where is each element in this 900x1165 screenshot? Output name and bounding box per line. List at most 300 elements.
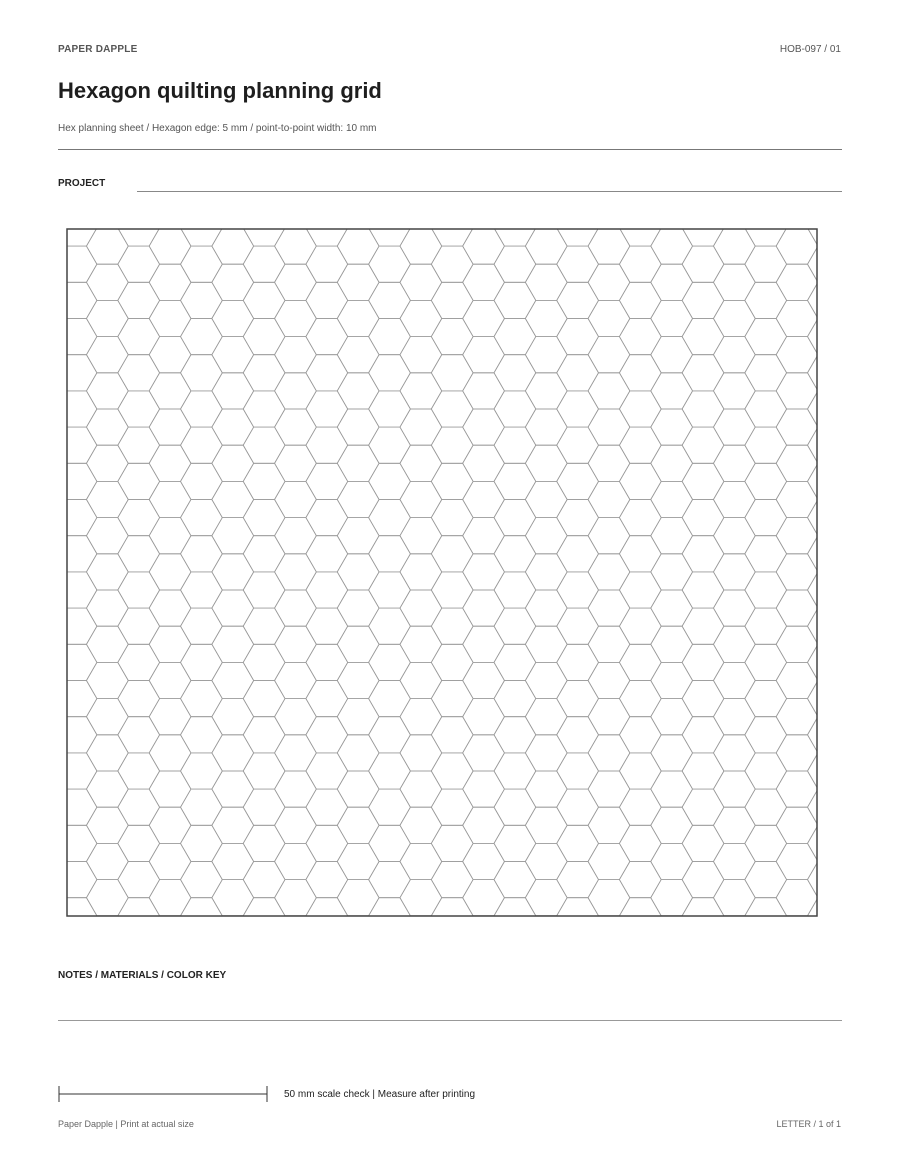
hex-cell bbox=[431, 391, 473, 427]
hex-cell bbox=[557, 789, 599, 825]
hex-cell bbox=[181, 681, 223, 717]
hex-cell bbox=[745, 572, 787, 608]
hex-cell bbox=[619, 427, 661, 463]
hex-cell bbox=[525, 264, 567, 300]
hex-cell bbox=[118, 572, 160, 608]
hex-cell bbox=[776, 662, 818, 698]
hex-cell bbox=[557, 825, 599, 861]
hex-cell bbox=[337, 626, 379, 662]
hex-cell bbox=[149, 228, 191, 264]
hex-cell bbox=[149, 662, 191, 698]
hex-cell bbox=[337, 518, 379, 554]
hexagon-grid bbox=[66, 228, 818, 917]
notes-write-line[interactable] bbox=[58, 1020, 842, 1021]
hex-cell bbox=[181, 644, 223, 680]
hex-cell bbox=[494, 536, 536, 572]
hex-cell bbox=[557, 898, 599, 917]
hex-cell bbox=[713, 300, 755, 336]
hex-cell bbox=[745, 644, 787, 680]
hex-cell bbox=[212, 735, 254, 771]
hex-cell bbox=[494, 862, 536, 898]
hex-cell bbox=[243, 608, 285, 644]
footer-left: Paper Dapple | Print at actual size bbox=[58, 1119, 194, 1129]
hex-cell bbox=[400, 518, 442, 554]
hex-cell bbox=[682, 789, 724, 825]
hex-cell bbox=[525, 409, 567, 445]
hex-cell bbox=[776, 554, 818, 590]
hex-cell bbox=[713, 807, 755, 843]
hex-cell bbox=[494, 898, 536, 917]
hex-cell bbox=[463, 445, 505, 481]
hex-cell bbox=[181, 391, 223, 427]
hex-cell bbox=[776, 880, 818, 916]
hex-cell bbox=[369, 282, 411, 318]
hex-cell bbox=[369, 825, 411, 861]
hex-cell bbox=[243, 282, 285, 318]
hex-cell bbox=[306, 789, 348, 825]
hex-cell bbox=[525, 228, 567, 264]
hex-cell bbox=[243, 644, 285, 680]
hex-cell bbox=[212, 554, 254, 590]
hex-cell bbox=[776, 771, 818, 807]
hex-cell bbox=[306, 228, 348, 246]
hex-cell bbox=[149, 590, 191, 626]
hex-cell bbox=[494, 789, 536, 825]
hex-cell bbox=[525, 626, 567, 662]
hex-cell bbox=[463, 771, 505, 807]
hex-cell bbox=[431, 608, 473, 644]
hex-cell bbox=[525, 699, 567, 735]
brand-name: PAPER DAPPLE bbox=[58, 44, 138, 55]
hex-cell bbox=[243, 463, 285, 499]
hex-cell bbox=[212, 264, 254, 300]
hex-cell bbox=[651, 373, 693, 409]
hex-cell bbox=[619, 862, 661, 898]
hex-cell bbox=[181, 717, 223, 753]
hex-cell bbox=[745, 753, 787, 789]
hex-cell bbox=[557, 717, 599, 753]
hex-cell bbox=[212, 626, 254, 662]
page-title: Hexagon quilting planning grid bbox=[58, 78, 382, 103]
hex-cell bbox=[557, 282, 599, 318]
header-divider bbox=[58, 149, 842, 150]
project-write-line[interactable] bbox=[137, 191, 842, 192]
hex-cell bbox=[651, 554, 693, 590]
hex-cell bbox=[682, 228, 724, 246]
hex-cell bbox=[212, 373, 254, 409]
hex-cell bbox=[463, 880, 505, 916]
hex-cell bbox=[400, 843, 442, 879]
hex-cell bbox=[275, 843, 317, 879]
hex-cell bbox=[463, 735, 505, 771]
hex-cell bbox=[682, 862, 724, 898]
hex-cell bbox=[275, 735, 317, 771]
hex-cell bbox=[431, 717, 473, 753]
hex-cell bbox=[776, 590, 818, 626]
hex-cell bbox=[149, 300, 191, 336]
hex-cell bbox=[651, 807, 693, 843]
hex-cell bbox=[86, 373, 128, 409]
hex-cell bbox=[431, 681, 473, 717]
hex-cell bbox=[118, 898, 160, 917]
hex-cell bbox=[86, 880, 128, 916]
hex-cell bbox=[275, 590, 317, 626]
hex-cell bbox=[713, 518, 755, 554]
hex-cell bbox=[275, 699, 317, 735]
hex-cell bbox=[66, 681, 97, 717]
notes-label: NOTES / MATERIALS / COLOR KEY bbox=[58, 970, 227, 981]
hex-cell bbox=[713, 445, 755, 481]
hex-cell bbox=[557, 427, 599, 463]
hex-cell bbox=[588, 590, 630, 626]
hex-cell bbox=[118, 500, 160, 536]
hex-cell bbox=[337, 373, 379, 409]
hex-cell bbox=[337, 735, 379, 771]
hex-cell bbox=[745, 228, 787, 246]
hex-cell bbox=[463, 481, 505, 517]
hex-cell bbox=[212, 300, 254, 336]
hex-cell bbox=[66, 463, 97, 499]
hex-cell bbox=[525, 300, 567, 336]
hex-cell bbox=[651, 843, 693, 879]
hex-cell bbox=[400, 264, 442, 300]
hex-cell bbox=[337, 699, 379, 735]
hex-cell bbox=[212, 699, 254, 735]
hex-cell bbox=[745, 500, 787, 536]
hex-cell bbox=[149, 880, 191, 916]
hex-cell bbox=[118, 427, 160, 463]
hex-cell bbox=[118, 789, 160, 825]
hex-cell bbox=[713, 735, 755, 771]
hex-cell bbox=[588, 481, 630, 517]
hex-cell bbox=[306, 246, 348, 282]
hex-cell bbox=[525, 373, 567, 409]
hex-cell bbox=[118, 246, 160, 282]
hex-cell bbox=[682, 681, 724, 717]
hex-cell bbox=[619, 753, 661, 789]
hex-cell bbox=[463, 518, 505, 554]
hex-cell bbox=[118, 319, 160, 355]
hex-cell bbox=[494, 463, 536, 499]
hex-cell bbox=[588, 337, 630, 373]
hex-cell bbox=[713, 590, 755, 626]
hex-cell bbox=[86, 337, 128, 373]
hex-cell bbox=[525, 337, 567, 373]
hex-cell bbox=[494, 246, 536, 282]
hex-cell bbox=[525, 735, 567, 771]
hex-cell bbox=[118, 463, 160, 499]
hex-cell bbox=[306, 898, 348, 917]
hex-cell bbox=[431, 246, 473, 282]
hex-cell bbox=[118, 825, 160, 861]
hex-cell bbox=[275, 518, 317, 554]
hex-cell bbox=[588, 228, 630, 264]
hex-cell bbox=[86, 662, 128, 698]
hex-cell bbox=[651, 264, 693, 300]
hex-cell bbox=[306, 572, 348, 608]
hex-cell bbox=[337, 445, 379, 481]
hex-cell bbox=[400, 880, 442, 916]
hex-cell bbox=[400, 445, 442, 481]
hex-cell bbox=[369, 391, 411, 427]
hex-cell bbox=[181, 319, 223, 355]
hex-cell bbox=[682, 427, 724, 463]
hex-cell bbox=[745, 825, 787, 861]
hex-cell bbox=[212, 228, 254, 264]
hex-cell bbox=[337, 843, 379, 879]
hex-cell bbox=[682, 608, 724, 644]
hex-cell bbox=[745, 536, 787, 572]
hex-cell bbox=[745, 717, 787, 753]
hex-cell bbox=[431, 319, 473, 355]
hex-cell bbox=[243, 862, 285, 898]
hex-cell bbox=[243, 717, 285, 753]
hex-cell bbox=[745, 862, 787, 898]
hex-cell bbox=[651, 880, 693, 916]
hex-cell bbox=[494, 572, 536, 608]
hex-cell bbox=[337, 481, 379, 517]
hex-cell bbox=[243, 228, 285, 246]
hex-cell bbox=[86, 626, 128, 662]
hex-cell bbox=[588, 662, 630, 698]
hex-cell bbox=[682, 319, 724, 355]
hex-cell bbox=[494, 319, 536, 355]
hex-cell bbox=[149, 373, 191, 409]
hex-cell bbox=[713, 771, 755, 807]
hex-cell bbox=[118, 717, 160, 753]
hex-cell bbox=[181, 898, 223, 917]
hex-cell bbox=[651, 445, 693, 481]
hex-cell bbox=[745, 319, 787, 355]
hex-cell bbox=[369, 898, 411, 917]
hex-cell bbox=[275, 662, 317, 698]
hex-cell bbox=[463, 662, 505, 698]
hex-cell bbox=[619, 717, 661, 753]
hex-cell bbox=[619, 228, 661, 246]
hex-cell bbox=[181, 463, 223, 499]
hex-cell bbox=[463, 264, 505, 300]
hex-cell bbox=[118, 753, 160, 789]
project-label: PROJECT bbox=[58, 178, 106, 189]
hex-cell bbox=[557, 681, 599, 717]
hex-cell bbox=[118, 681, 160, 717]
hex-cell bbox=[776, 843, 818, 879]
hex-cell bbox=[525, 880, 567, 916]
hex-cell bbox=[400, 699, 442, 735]
hex-cell bbox=[776, 518, 818, 554]
hex-cell bbox=[118, 536, 160, 572]
hex-cell bbox=[337, 228, 379, 264]
hex-cell bbox=[275, 771, 317, 807]
hexagon-grid-svg bbox=[66, 228, 818, 917]
hex-cell bbox=[369, 500, 411, 536]
hex-cell bbox=[275, 807, 317, 843]
hex-cell bbox=[525, 843, 567, 879]
hex-cell bbox=[776, 735, 818, 771]
hex-cell bbox=[306, 463, 348, 499]
hex-cell bbox=[557, 608, 599, 644]
hex-cell bbox=[682, 717, 724, 753]
hex-cell bbox=[400, 626, 442, 662]
hex-cell bbox=[776, 699, 818, 735]
hex-cell bbox=[149, 699, 191, 735]
hex-cell bbox=[181, 572, 223, 608]
hex-cell bbox=[149, 409, 191, 445]
hex-cell bbox=[400, 337, 442, 373]
hex-cell bbox=[713, 554, 755, 590]
hex-cell bbox=[66, 427, 97, 463]
hex-cell bbox=[776, 807, 818, 843]
hex-cell bbox=[776, 481, 818, 517]
hex-cell bbox=[463, 300, 505, 336]
page-subtitle: Hex planning sheet / Hexagon edge: 5 mm / point-to-point width: 10 mm bbox=[58, 123, 377, 134]
hex-cell bbox=[212, 518, 254, 554]
hex-cell bbox=[275, 373, 317, 409]
hex-cell bbox=[337, 662, 379, 698]
hex-cell bbox=[588, 445, 630, 481]
hex-cell bbox=[776, 445, 818, 481]
hex-cell bbox=[306, 825, 348, 861]
hex-cell bbox=[181, 789, 223, 825]
hex-cell bbox=[306, 717, 348, 753]
hex-cell bbox=[651, 626, 693, 662]
hex-cell bbox=[682, 536, 724, 572]
scale-check-text: 50 mm scale check | Measure after printing bbox=[284, 1089, 476, 1100]
hex-cell bbox=[557, 391, 599, 427]
hex-cell bbox=[588, 699, 630, 735]
hex-cell bbox=[369, 536, 411, 572]
hex-cell bbox=[400, 373, 442, 409]
hex-cell bbox=[619, 572, 661, 608]
hex-cell bbox=[243, 825, 285, 861]
hex-cell bbox=[619, 898, 661, 917]
hex-cell bbox=[212, 843, 254, 879]
hex-cell bbox=[431, 789, 473, 825]
hex-cell bbox=[181, 500, 223, 536]
hex-cell bbox=[713, 264, 755, 300]
hex-cell bbox=[369, 463, 411, 499]
hex-cell bbox=[66, 319, 97, 355]
hex-cell bbox=[557, 536, 599, 572]
hex-cell bbox=[243, 681, 285, 717]
hex-cell bbox=[745, 608, 787, 644]
hex-cell bbox=[494, 355, 536, 391]
hex-cell bbox=[557, 355, 599, 391]
hex-cell bbox=[149, 518, 191, 554]
hex-cell bbox=[651, 337, 693, 373]
hex-cell bbox=[400, 228, 442, 264]
hex-cell bbox=[619, 789, 661, 825]
hex-cell bbox=[525, 590, 567, 626]
hex-cell bbox=[713, 373, 755, 409]
hex-cell bbox=[243, 427, 285, 463]
hex-cell bbox=[682, 391, 724, 427]
hex-cell bbox=[682, 500, 724, 536]
hex-cell bbox=[619, 500, 661, 536]
hex-cell bbox=[149, 771, 191, 807]
hex-cell bbox=[369, 862, 411, 898]
hex-cell bbox=[66, 862, 97, 898]
hex-cell bbox=[713, 843, 755, 879]
hex-cell bbox=[494, 500, 536, 536]
hex-cell bbox=[243, 572, 285, 608]
hex-cell bbox=[212, 807, 254, 843]
hex-cell bbox=[66, 228, 97, 246]
hex-cell bbox=[619, 463, 661, 499]
hex-cell bbox=[745, 681, 787, 717]
hex-cell bbox=[557, 246, 599, 282]
hex-cell bbox=[275, 554, 317, 590]
hex-cell bbox=[275, 300, 317, 336]
hex-cell bbox=[369, 572, 411, 608]
hex-cell bbox=[86, 554, 128, 590]
hex-cell bbox=[243, 246, 285, 282]
hex-cell bbox=[149, 264, 191, 300]
hex-cell bbox=[494, 753, 536, 789]
hex-cell bbox=[713, 880, 755, 916]
hex-cell bbox=[66, 500, 97, 536]
hex-cell bbox=[212, 590, 254, 626]
hex-cell bbox=[776, 300, 818, 336]
hex-cell bbox=[713, 409, 755, 445]
hex-cell bbox=[588, 554, 630, 590]
hex-cell bbox=[557, 753, 599, 789]
hex-cell bbox=[651, 699, 693, 735]
hex-cell bbox=[557, 572, 599, 608]
hex-cell bbox=[776, 626, 818, 662]
hex-cell bbox=[682, 572, 724, 608]
hex-cell bbox=[431, 753, 473, 789]
hex-cell bbox=[713, 626, 755, 662]
hex-cell bbox=[212, 880, 254, 916]
hex-cell bbox=[557, 644, 599, 680]
hex-cell bbox=[400, 735, 442, 771]
hex-cell bbox=[149, 337, 191, 373]
hex-cell bbox=[619, 608, 661, 644]
hex-cell bbox=[86, 699, 128, 735]
hex-cell bbox=[181, 862, 223, 898]
hex-cell bbox=[181, 355, 223, 391]
hex-cell bbox=[243, 500, 285, 536]
hex-cell bbox=[651, 518, 693, 554]
hex-cell bbox=[745, 282, 787, 318]
hex-cell bbox=[86, 481, 128, 517]
hex-cell bbox=[745, 391, 787, 427]
hex-cell bbox=[494, 228, 536, 246]
hex-cell bbox=[619, 246, 661, 282]
hex-cell bbox=[588, 735, 630, 771]
hex-cell bbox=[400, 300, 442, 336]
hex-cell bbox=[243, 753, 285, 789]
hex-cell bbox=[588, 843, 630, 879]
hex-cell bbox=[463, 699, 505, 735]
hex-cell bbox=[369, 246, 411, 282]
hex-cell bbox=[275, 626, 317, 662]
hex-cell bbox=[181, 536, 223, 572]
hex-cell bbox=[275, 880, 317, 916]
hex-cell bbox=[651, 662, 693, 698]
hex-cell bbox=[212, 445, 254, 481]
hex-cell bbox=[337, 337, 379, 373]
hex-cell bbox=[118, 644, 160, 680]
hex-cell bbox=[86, 590, 128, 626]
hex-cell bbox=[713, 699, 755, 735]
hex-cell bbox=[400, 807, 442, 843]
hex-cell bbox=[651, 409, 693, 445]
hex-cell bbox=[463, 590, 505, 626]
hex-cell bbox=[337, 807, 379, 843]
hex-cell bbox=[682, 355, 724, 391]
